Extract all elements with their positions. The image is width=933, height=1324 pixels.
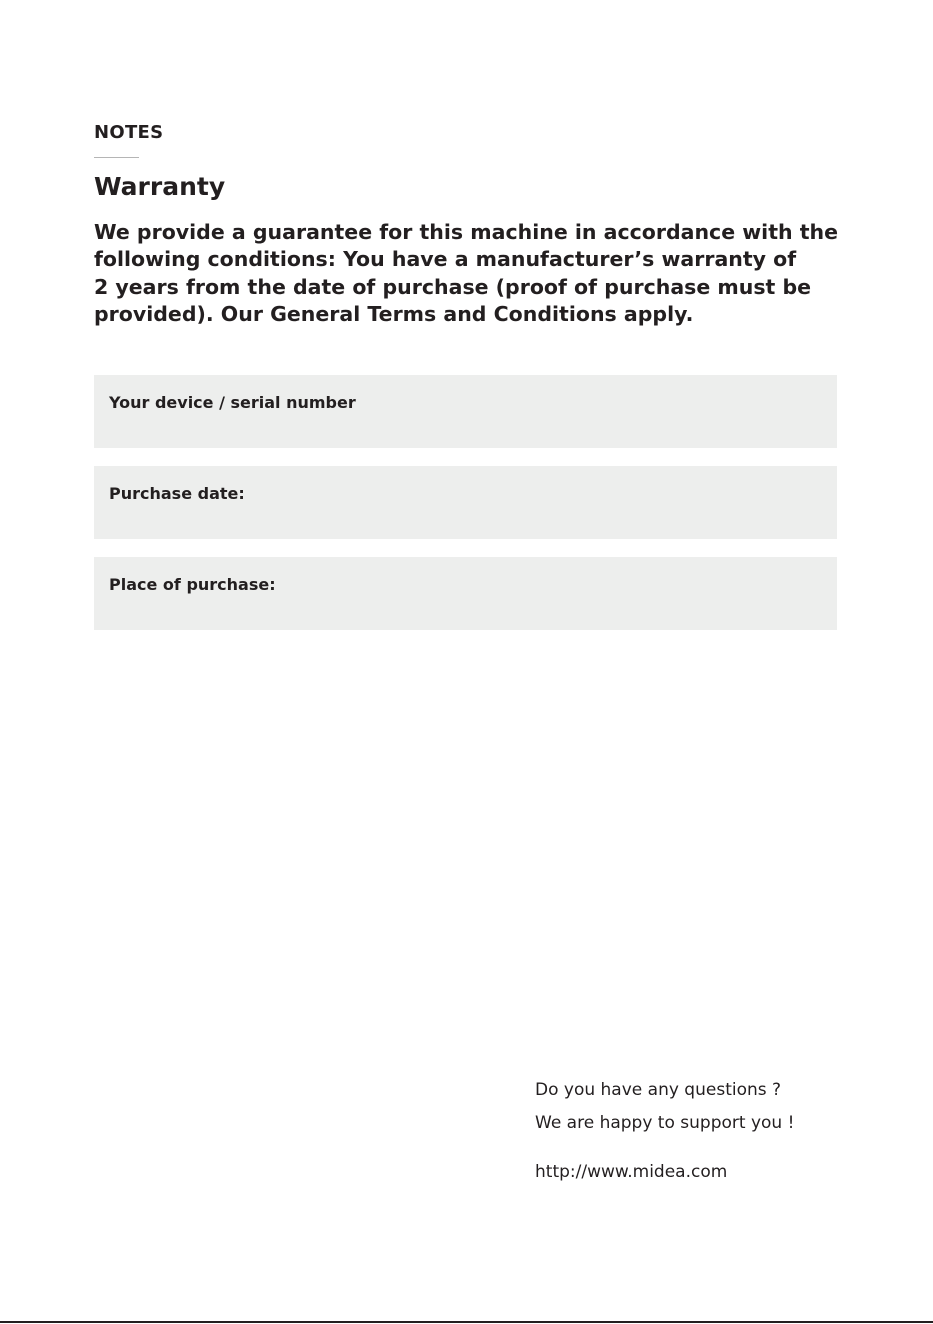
warranty-text [94, 219, 839, 328]
purchase-date-value[interactable] [109, 503, 837, 523]
purchase-date-field[interactable] [94, 466, 837, 539]
page-bottom-border [0, 1321, 933, 1323]
place-of-purchase-field[interactable] [94, 557, 837, 630]
support-link[interactable]: http://www.midea.com [535, 1162, 728, 1182]
warranty-title: Warranty [94, 172, 226, 201]
warranty-text-line: We provide a guarantee for this machine in accordance with the [94, 220, 839, 244]
notes-divider [94, 157, 139, 158]
support-message: We are happy to support you ! [535, 1113, 795, 1133]
serial-number-label: Your device / serial number [109, 393, 356, 412]
warranty-text-line: following conditions: You have a manufacturer’s warranty of [94, 247, 797, 272]
place-of-purchase-value[interactable] [109, 594, 837, 614]
warranty-text-line: provided). Our General Terms and Conditions apply. [94, 301, 694, 326]
notes-heading: NOTES [94, 122, 164, 143]
serial-number-field[interactable] [94, 375, 837, 448]
purchase-date-label: Purchase date: [109, 484, 245, 503]
support-question: Do you have any questions ? [535, 1080, 782, 1100]
warranty-text-line: 2 years from the date of purchase (proof of purchase must be [94, 274, 812, 299]
place-of-purchase-label: Place of purchase: [109, 575, 276, 594]
serial-number-value[interactable] [109, 412, 837, 432]
